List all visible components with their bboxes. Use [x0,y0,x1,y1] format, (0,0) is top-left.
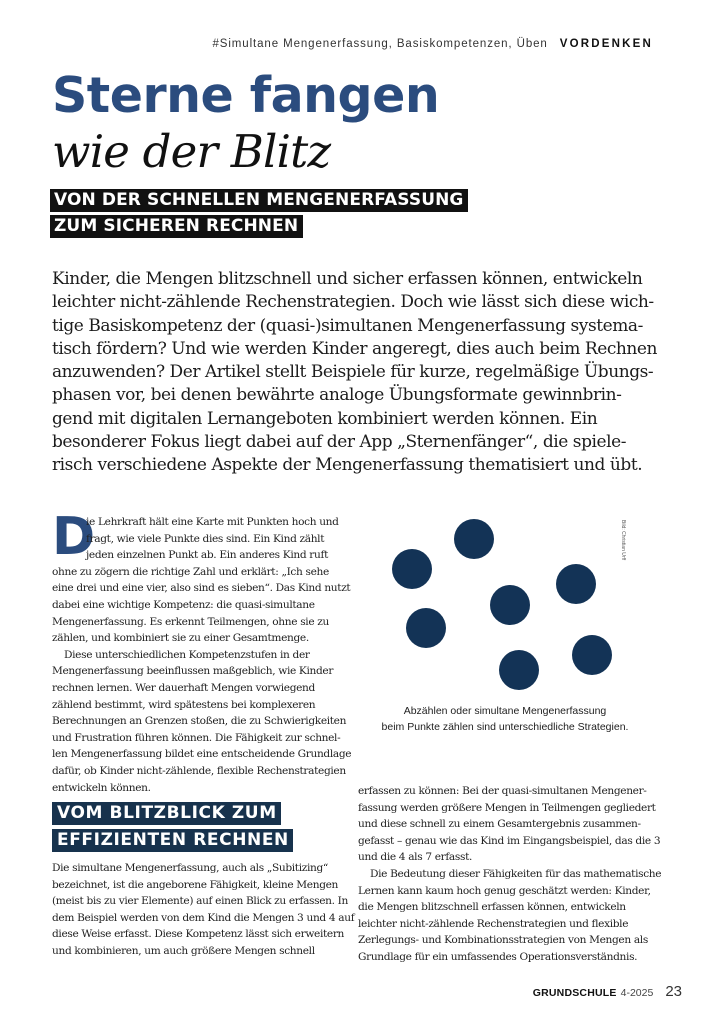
text-line: und diese schnell zu einem Gesamtergebnis zusammen- [358,818,641,831]
text-line: eine drei und eine vier, also sind es sieben“. Das Kind nutzt [52,582,351,595]
text-line: ohne zu zögern die richtige Zahl und erklärt: „Ich sehe [52,565,329,578]
caption-line: Abzählen oder simultane Mengenerfassung [403,705,607,717]
dot [490,585,530,625]
section-heading-line-1: VOM BLITZBLICK ZUM [52,802,281,825]
text-line: entwickeln können. [52,781,151,794]
dot [556,564,596,604]
figure-caption [360,703,650,735]
left-column [52,507,352,796]
photo-credit: Bild: Christian Urff [620,520,626,561]
text-line: Die simultane Mengenerfassung, auch als „Subitizing“ [52,862,328,874]
text-line: fragt, wie viele Punkte dies sind. Ein Kind zählt [86,532,325,545]
magazine-name: GRUNDSCHULE [532,987,617,999]
text-line: rechnen lernen. Wer dauerhaft Mengen vorwiegend [52,681,315,694]
text-line: und Frustration führen können. Die Fähigkeit zur schnel- [52,731,341,744]
intro-line: tisch fördern? Und wie werden Kinder angeregt, dies auch beim Rechnen [52,338,658,359]
dot [392,549,432,589]
text-line: dabei eine wichtige Kompetenz: die quasi-simultane [52,598,315,611]
text-line: Mengenerfassung beeinflussen maßgeblich, wie Kinder [52,665,334,678]
text-line: Berechnungen an Grenzen stoßen, die zu Schwierigkeiten [52,715,347,728]
header-tags: #Simultane Mengenerfassung, Basiskompetenzen, Üben [212,38,548,50]
text-line: dem Beispiel werden von dem Kind die Mengen 3 und 4 auf [52,911,355,924]
page-footer [533,983,682,1001]
text-line: erfassen zu können: Bei der quasi-simultanen Mengener- [358,785,647,797]
issue-number: 4-2025 [620,987,654,999]
text-line: Zerlegungs- und Kombinationsstrategien von Mengen als [358,934,648,947]
intro-line: leichter nicht-zählende Rechenstrategien. Doch wie lässt sich diese wich- [52,292,654,313]
dot [572,635,612,675]
text-line: Diese unterschiedlichen Kompetenzstufen in der [64,648,310,661]
text-line: leichter nicht-zählende Rechenstrategien und flexible [358,917,629,930]
text-line: Grundlage für ein umfassendes Operationsverständnis. [358,950,638,963]
section-heading-line-2: EFFIZIENTEN RECHNEN [52,829,293,852]
text-line: Die Bedeutung dieser Fähigkeiten für das mathematische [370,867,662,880]
section-label: VORDENKEN [559,38,653,50]
intro-line: tige Basiskompetenz der (quasi-)simultanen Mengenerfassung systema- [52,315,643,336]
dot [499,650,539,690]
text-line: zählend bestimmt, wird spätestens bei komplexeren [52,698,316,711]
right-column [358,783,678,966]
intro-line: risch verschiedene Aspekte der Mengenerfassung thematisiert und übt. [52,455,643,476]
text-line: zählen, und kombiniert sie zu einer Gesamtmenge. [52,632,309,645]
intro-line: phasen vor, bei denen bewährte analoge Übungsformate gewinnbrin- [52,385,622,406]
text-line: und kombinieren, um auch größere Mengen schnell [52,944,315,957]
intro-line: anzuwenden? Der Artikel stellt Beispiele für kurze, regelmäßige Übungs- [52,362,654,383]
intro-line: Kinder, die Mengen blitzschnell und sicher erfassen können, entwickeln [52,269,643,289]
text-line: ie Lehrkraft hält eine Karte mit Punkten hoch und [86,516,339,528]
text-line: Mengenerfassung. Es erkennt Teilmengen, ohne sie zu [52,615,329,628]
dot [454,519,494,559]
intro-line: besonderer Fokus liegt dabei auf der App „Sternenfänger“, die spiele- [52,432,626,453]
text-line: (meist bis zu vier Elemente) auf einen Blick zu erfassen. In [52,895,348,908]
kicker-line-1: VON DER SCHNELLEN MENGENERFASSUNG [50,189,468,212]
drop-cap: D [52,507,96,567]
intro-paragraph [52,268,692,478]
article-title: Sterne fangen [52,67,440,124]
text-line: und die 4 als 7 erfasst. [358,851,472,864]
text-line: gefasst – genau wie das Kind im Eingangsbeispiel, das die 3 [358,834,661,847]
intro-line: gend mit digitalen Lernangeboten kombiniert werden können. Ein [52,408,598,429]
left-column-lower [52,860,355,960]
paragraph-4 [358,866,678,966]
text-line: jeden einzelnen Punkt ab. Ein anderes Kind ruft [86,549,328,562]
text-line: die Mengen blitzschnell erfassen können, entwickeln [358,901,626,914]
kicker-line-2: ZUM SICHEREN RECHNEN [50,215,303,238]
text-line: bezeichnet, ist die angeborene Fähigkeit, kleine Mengen [52,878,339,891]
paragraph-3-continued [358,783,678,866]
caption-line: beim Punkte zählen sind unterschiedliche Strategien. [381,721,629,733]
paragraph-1-lead [52,507,347,567]
article-subtitle: wie der Blitz [52,125,331,178]
text-line: diese Weise erfasst. Diese Kompetenz lässt sich erweitern [52,928,345,941]
dot-figure [378,508,648,698]
text-line: fassung werden größere Mengen in Teilmengen gegliedert [358,801,656,814]
page-number: 23 [665,983,682,1000]
text-line: dafür, ob Kinder nicht-zählende, flexible Rechenstrategien [52,764,346,777]
dot [406,608,446,648]
text-line: len Mengenerfassung bildet eine entscheidende Grundlage [52,748,352,761]
text-line: Lernen kann kaum hoch genug geschätzt werden: Kinder, [358,884,651,897]
paragraph-1 [52,564,351,647]
paragraph-2 [52,647,352,796]
header-tagline [212,38,653,50]
